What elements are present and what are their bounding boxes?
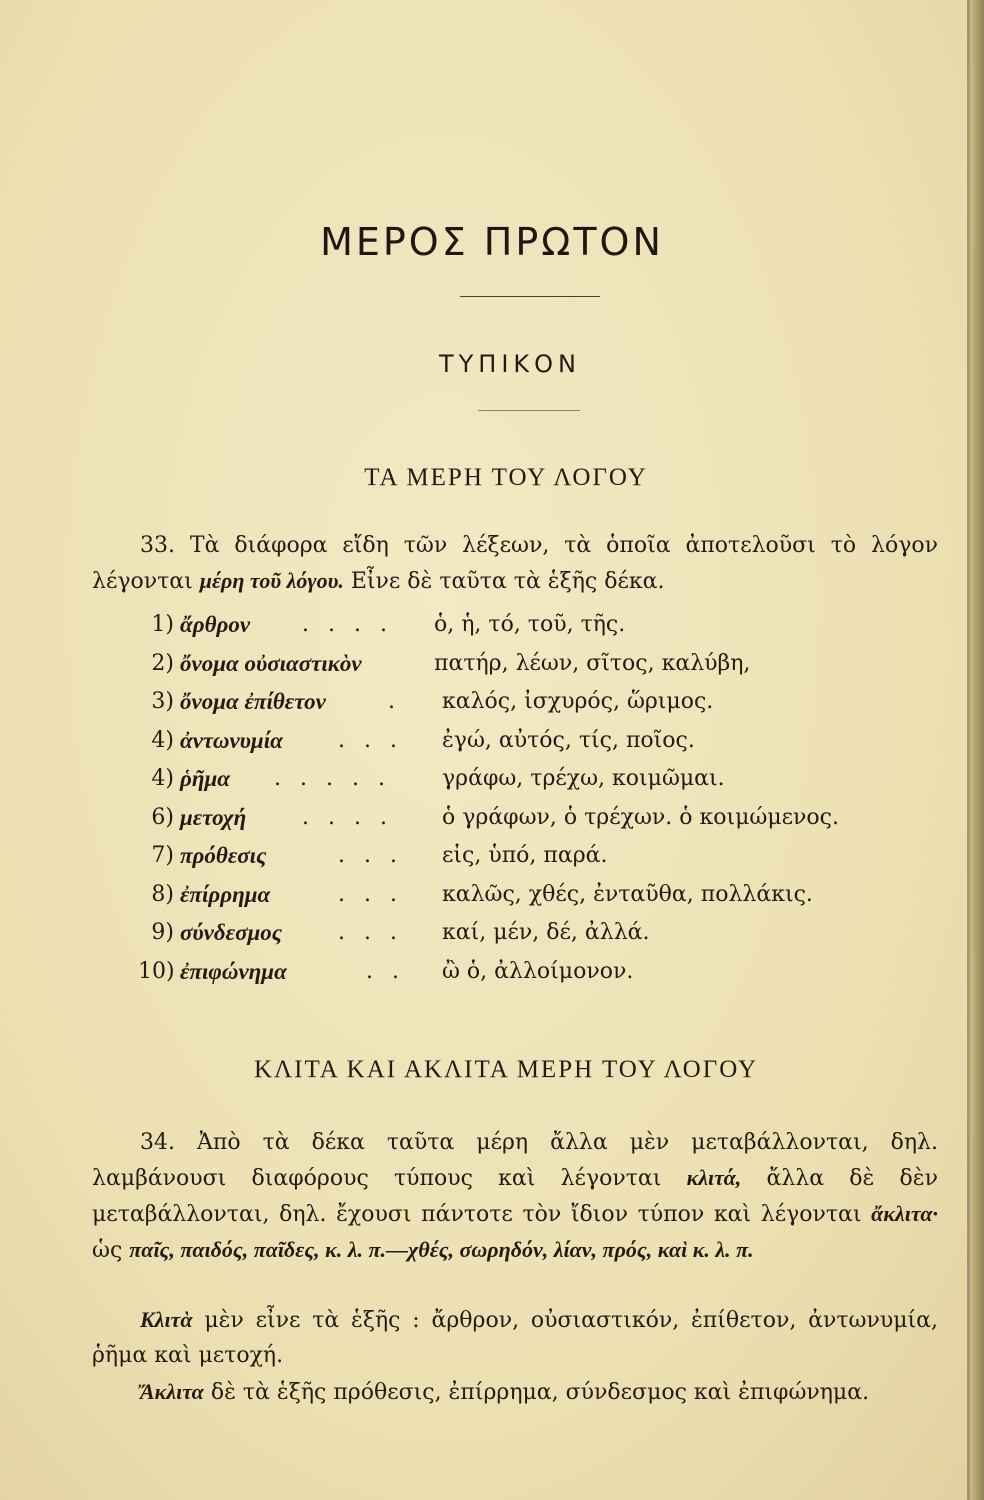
klita-paragraph [92,1302,938,1373]
leader-dots: . . . . . [274,766,391,791]
item-examples: ἐγώ, αὐτός, τίς, ποῖος. [442,727,695,753]
item-examples: καί, μέν, δέ, ἀλλά. [442,920,650,945]
item-term: ἐπιφώνημα [180,958,287,984]
aklita-paragraph [92,1374,938,1410]
parts-of-speech-list [138,612,938,997]
item-term: ἀντωνυμία [180,727,283,753]
item-term: ὄνομα ἐπίθετον [180,689,326,714]
emphasized-term: Ἄκλιτα [140,1379,204,1404]
emphasized-term: κλιτά, [686,1165,742,1190]
part-title: ΜΕΡΟΣ ΠΡΩΤΟΝ [320,220,664,264]
item-number: 6) [151,804,174,830]
leader-dots: . . . [338,727,403,753]
paragraph-34 [92,1125,938,1268]
section-heading-inflected-parts: ΚΛΙΤΑ ΚΑΙ ΑΚΛΙΤΑ ΜΕΡΗ ΤΟΥ ΛΟΓΟΥ [253,1056,759,1083]
paragraph-text: ἄλλα δὲ δὲν μεταβάλλονται, δηλ. ἔχουσι πάντοτε τὸν ἴδιον τύπον καὶ λέγονται [92,1166,938,1227]
item-examples: γράφω, τρέχω, κοιμῶμαι. [442,766,725,791]
list-item [138,959,938,998]
list-item [138,689,938,728]
item-term: πρόθεσις [180,843,267,868]
item-examples: ὁ γράφων, ὁ τρέχων. ὁ κοιμώμενος. [442,804,839,830]
list-item [138,651,938,690]
item-term: ἐπίρρημα [180,881,271,907]
paragraph-33 [92,528,938,599]
item-number: 4) [151,727,174,753]
item-examples: καλός, ἰσχυρός, ὥριμος. [442,689,714,714]
section-heading-parts-of-speech: ΤΑ ΜΕΡΗ ΤΟΥ ΛΟΓΟΥ [364,464,648,491]
paragraph-number: 34. [140,1130,175,1155]
item-term: ὄνομα οὐσιαστικὸν [180,650,362,676]
emphasized-term: Κλιτὰ [140,1307,193,1332]
leader-dots: . . [366,958,405,984]
leader-dots: . . . [338,920,403,945]
item-term: σύνδεσμος [180,920,283,945]
item-examples: ὢ ὁ, ἀλλοίμονον. [442,958,634,984]
item-number: 2) [151,650,174,676]
subtitle: ΤΥΠΙΚΟΝ [438,350,582,378]
list-item [138,882,938,921]
leader-dots: . . . . [302,612,393,637]
examples-text: παῖς, παιδός, παῖδες, κ. λ. π.—χθές, σωρηδόν, λίαν, πρός, καὶ κ. λ. π. [129,1237,754,1262]
paragraph-number: 33. [140,533,175,558]
list-item [138,766,938,805]
leader-dots: . . . [338,881,403,907]
paragraph-text: Τὰ διάφορα εἴδη τῶν λέξεων, τὰ ὁποῖα ἀποτελοῦσι τὸ λόγον λέγονται [92,533,938,594]
item-number: 3) [151,689,174,714]
list-item [138,920,938,959]
item-term: μετοχή [180,804,247,830]
item-number: 9) [151,920,174,945]
item-number: 8) [151,881,174,907]
item-examples: πατήρ, λέων, σῖτος, καλύβη, [434,650,751,676]
paragraph-text: ὡς [92,1238,123,1263]
item-number: 7) [151,843,174,868]
paragraph-text: Ἀπὸ τὰ δέκα ταῦτα μέρη ἄλλα μὲν μεταβάλλονται, δηλ. λαμβάνουσι διαφόρους τύπους καὶ λέγονται [92,1130,938,1191]
list-item [138,728,938,767]
item-number: 4) [151,766,174,791]
item-number: 10) [138,958,175,984]
paragraph-text: δὲ τὰ ἑξῆς πρόθεσις, ἐπίρρημα, σύνδεσμος καὶ ἐπιφώνημα. [210,1380,870,1405]
list-item [138,612,938,651]
paragraph-text: Εἶνε δὲ ταῦτα τὰ ἑξῆς δέκα. [350,569,665,594]
item-term: ῥῆμα [180,766,230,791]
emphasized-term: ἄκλιτα· [871,1201,938,1226]
leader-dots: . . . . [302,804,393,830]
leader-dots: . . . [338,843,403,868]
list-item [138,843,938,882]
item-examples: εἰς, ὑπό, παρά. [442,843,608,868]
item-examples: ὁ, ἡ, τό, τοῦ, τῆς. [434,612,626,637]
item-number: 1) [151,612,174,637]
item-examples: καλῶς, χθές, ἐνταῦθα, πολλάκις. [442,881,813,907]
leader-dots: . [388,689,401,714]
paragraph-text: μὲν εἶνε τὰ ἑξῆς : ἄρθρον, οὐσιαστικόν, ἐπίθετον, ἀντωνυμία, ῥῆμα καὶ μετοχή. [92,1308,938,1368]
item-term: ἄρθρον [180,612,251,637]
title-divider [460,296,600,297]
emphasized-term: μέρη τοῦ λόγου. [199,568,344,593]
list-item [138,805,938,844]
subtitle-divider [478,410,580,411]
